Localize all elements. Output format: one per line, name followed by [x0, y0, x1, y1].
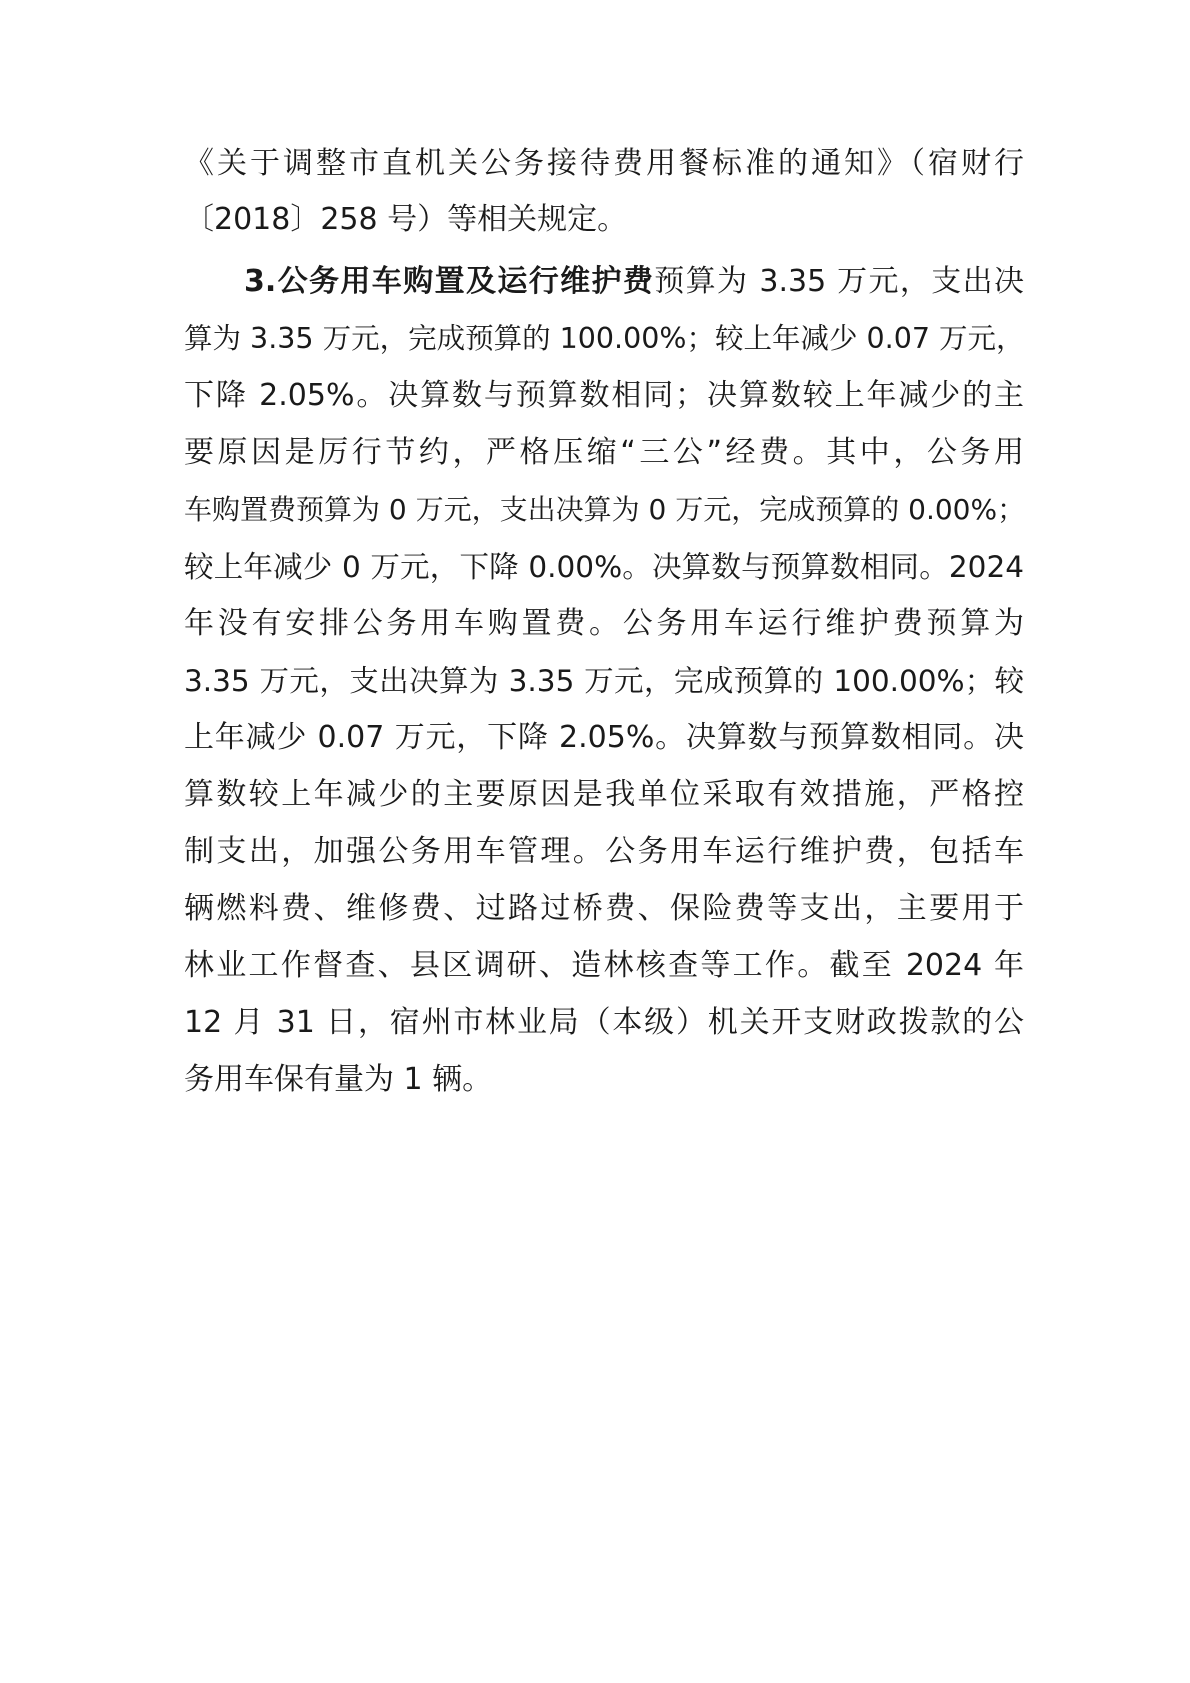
- paragraph-line: 年没有安排公务用车购置费。公务用车运行维护费预算为: [184, 606, 1024, 641]
- paragraph-line: 辆燃料费、维修费、过路过桥费、保险费等支出，主要用于: [184, 891, 1024, 926]
- paragraph-line: 林业工作督查、县区调研、造林核查等工作。截至 2024 年: [184, 948, 1024, 983]
- section-3-first-line-text: 预算为 3.35 万元，支出决: [654, 264, 1024, 299]
- paragraph-line: 算数较上年减少的主要原因是我单位采取有效措施，严格控: [184, 777, 1024, 812]
- paragraph-line: 下降 2.05%。决算数与预算数相同；决算数较上年减少的主: [184, 378, 1024, 413]
- paragraph-line: 较上年减少 0 万元，下降 0.00%。决算数与预算数相同。2024: [184, 550, 1024, 584]
- paragraph-line: 制支出，加强公务用车管理。公务用车运行维护费，包括车: [184, 834, 1024, 869]
- paragraph-line: 要原因是厉行节约，严格压缩“三公”经费。其中，公务用: [184, 435, 1024, 470]
- section-3-heading: 3.公务用车购置及运行维护费: [244, 264, 655, 299]
- paragraph-line: 算为 3.35 万元，完成预算的 100.00%；较上年减少 0.07 万元，: [184, 322, 1025, 355]
- paragraph-line: 12 月 31 日，宿州市林业局（本级）机关开支财政拨款的公: [184, 1005, 1024, 1040]
- paragraph-line: 3.35 万元，支出决算为 3.35 万元，完成预算的 100.00%；较: [184, 664, 1024, 698]
- paragraph-line: 车购置费预算为 0 万元，支出决算为 0 万元，完成预算的 0.00%；: [184, 493, 1026, 526]
- paragraph-line: 《关于调整市直机关公务接待费用餐标准的通知》（宿财行: [184, 146, 1024, 181]
- paragraph-line: 上年减少 0.07 万元，下降 2.05%。决算数与预算数相同。决: [184, 720, 1024, 755]
- paragraph-line: 务用车保有量为 1 辆。: [184, 1062, 493, 1097]
- paragraph-line: 〔2018〕258 号）等相关规定。: [184, 202, 628, 237]
- section-3-first-line: [244, 256, 1024, 308]
